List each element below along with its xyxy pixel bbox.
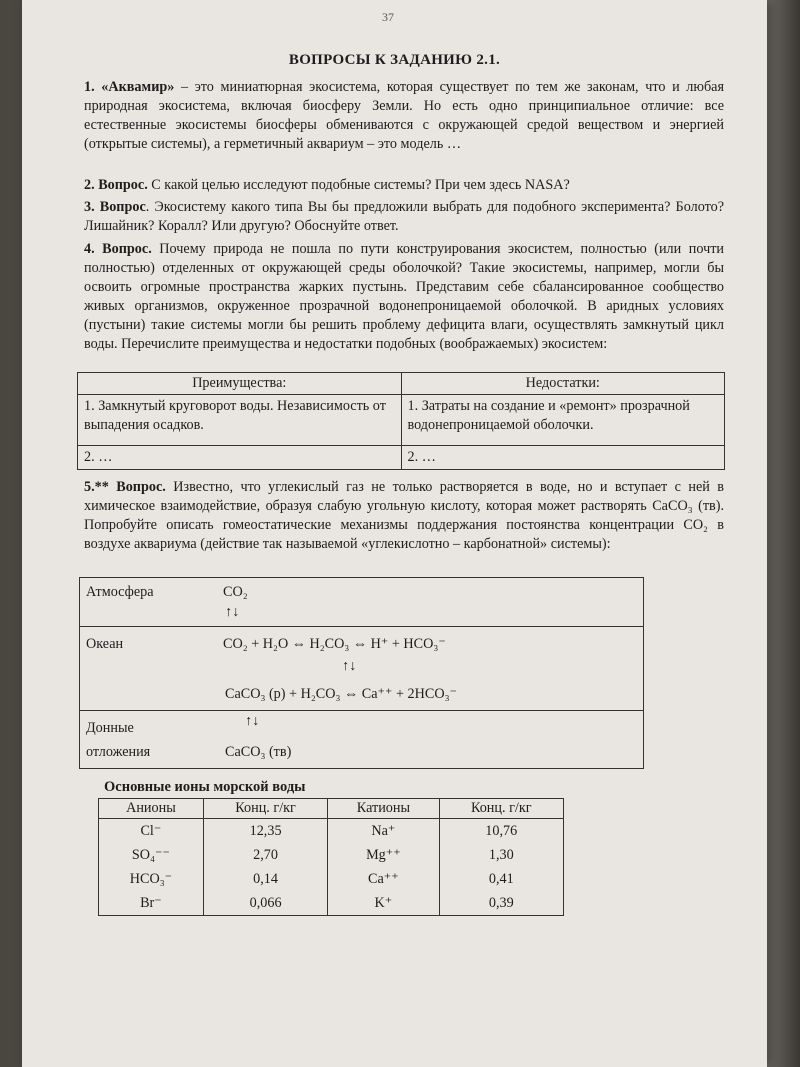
question-5 [84, 478, 724, 554]
cation-conc-cell: 10,76 [439, 819, 563, 844]
cation-cell: Na⁺ [328, 819, 439, 844]
question-1-text: – это миниатюрная экосистема, которая существует по тем же законам, что и любая природная экосистема, включая биосферу Земли. Но есть одно принципиальное отличие: все естественные экосистемы биосферы обмениваются с окружающей средой веществом и энергией (открытые системы), а герметичный аквариум – это модель … [84, 79, 725, 152]
book-edge [767, 0, 800, 1067]
ions-header-anions: Анионы [99, 799, 204, 819]
pros-cell-1: 1. Замкнутый круговорот воды. Независимость от выпадения осадков. [78, 395, 402, 446]
anion-conc-cell: 2,70 [203, 843, 327, 867]
cons-cell-2: 2. … [401, 446, 725, 470]
ocean-equation-2: CaCO₃ (р) + H₂CO₃ ⇔ Ca⁺⁺ + 2HCO₃⁻ [225, 686, 458, 702]
question-2 [84, 176, 724, 195]
question-3-text: . Экосистему какого типа Вы бы предложили выбрать для подобного эксперимента? Болото? Лишайник? Коралл? Или другую? Обоснуйте ответ. [84, 199, 724, 234]
exchange-arrows-1: ↑↓ [225, 604, 240, 620]
anion-cell: SO₄⁻⁻ [99, 843, 204, 867]
exchange-arrows-3: ↑↓ [245, 713, 260, 729]
question-2-text: С какой целью исследуют подобные системы? При чем здесь NASA? [147, 177, 570, 193]
table-row [99, 867, 564, 891]
anion-cell: HCO₃⁻ [99, 867, 204, 891]
question-1 [84, 78, 724, 154]
cation-cell: K⁺ [328, 891, 439, 916]
question-5-label: 5.** Вопрос. [84, 479, 166, 495]
atmosphere-label: Атмосфера [86, 584, 154, 600]
ions-table-title: Основные ионы морской воды [104, 779, 306, 795]
anion-cell: Cl⁻ [99, 819, 204, 844]
cation-conc-cell: 0,41 [439, 867, 563, 891]
page-number: 37 [382, 10, 394, 24]
pros-cons-table [77, 372, 725, 470]
book-page [22, 0, 767, 1067]
ions-header-conc-1: Конц. г/кг [203, 799, 327, 819]
sediments-label-1: Донные [86, 720, 134, 736]
table-row [99, 891, 564, 916]
section-heading: ВОПРОСЫ К ЗАДАНИЮ 2.1. [288, 52, 501, 68]
cation-cell: Mg⁺⁺ [328, 843, 439, 867]
cation-conc-cell: 1,30 [439, 843, 563, 867]
cation-cell: Ca⁺⁺ [328, 867, 439, 891]
pros-header: Преимущества: [78, 373, 402, 395]
divider-1 [80, 626, 643, 627]
cons-header: Недостатки: [401, 373, 725, 395]
atmosphere-formula: CO₂ [223, 584, 248, 600]
divider-2 [80, 710, 643, 711]
question-4-text: Почему природа не пошла по пути конструирования экосистем, полностью (или почти полностью) отделенных от окружающей среды оболочкой? Такие экосистемы, например, могли бы освоить огромные пространства жарких пустынь. Представим себе сбалансированное сообщество живых организмов, окруженное прозрачной водонепроницаемой оболочкой. В аридных условиях (пустыни) такие системы могли бы решить проблему дефицита влаги, осуществлять замкнутый цикл воды. Перечислите преимущества и недостатки подобных (воображаемых) экосистем: [84, 241, 724, 352]
ions-header-cations: Катионы [328, 799, 439, 819]
anion-conc-cell: 0,14 [203, 867, 327, 891]
pros-cell-2: 2. … [78, 446, 402, 470]
ions-header-conc-2: Конц. г/кг [439, 799, 563, 819]
sea-water-ions-table [98, 798, 564, 916]
anion-cell: Br⁻ [99, 891, 204, 916]
anion-conc-cell: 12,35 [203, 819, 327, 844]
ocean-label: Океан [86, 636, 124, 652]
question-4 [84, 240, 724, 354]
question-2-label: 2. Вопрос. [84, 177, 148, 193]
ocean-equation-1: CO₂ + H₂O ⇔ H₂CO₃ ⇔ H⁺ + HCO₃⁻ [223, 636, 446, 652]
table-row [99, 843, 564, 867]
anion-conc-cell: 0,066 [203, 891, 327, 916]
sediments-formula: CaCO₃ (тв) [225, 744, 292, 760]
cons-cell-1: 1. Затраты на создание и «ремонт» прозрачной водонепроницаемой оболочки. [401, 395, 725, 446]
exchange-arrows-2: ↑↓ [342, 658, 357, 674]
question-3-label: 3. Вопрос [84, 199, 146, 215]
table-row [99, 819, 564, 844]
question-1-label: 1. «Аквамир» [84, 79, 175, 95]
sediments-label-2: отложения [86, 744, 151, 760]
question-3 [84, 198, 724, 236]
question-5-text: Известно, что углекислый газ не только растворяется в воде, но и вступает с ней в химическое взаимодействие, образуя слабую угольную кислоту, которая может растворять CaCO₃ (тв). Попробуйте описать гомеостатические механизмы поддержания постоянства концентрации CO₂ в воздухе аквариума (действие так называемой «углекислотно – карбонатной» системы): [84, 479, 724, 552]
question-4-label: 4. Вопрос. [84, 241, 152, 257]
carbonate-system-scheme [79, 577, 644, 769]
cation-conc-cell: 0,39 [439, 891, 563, 916]
